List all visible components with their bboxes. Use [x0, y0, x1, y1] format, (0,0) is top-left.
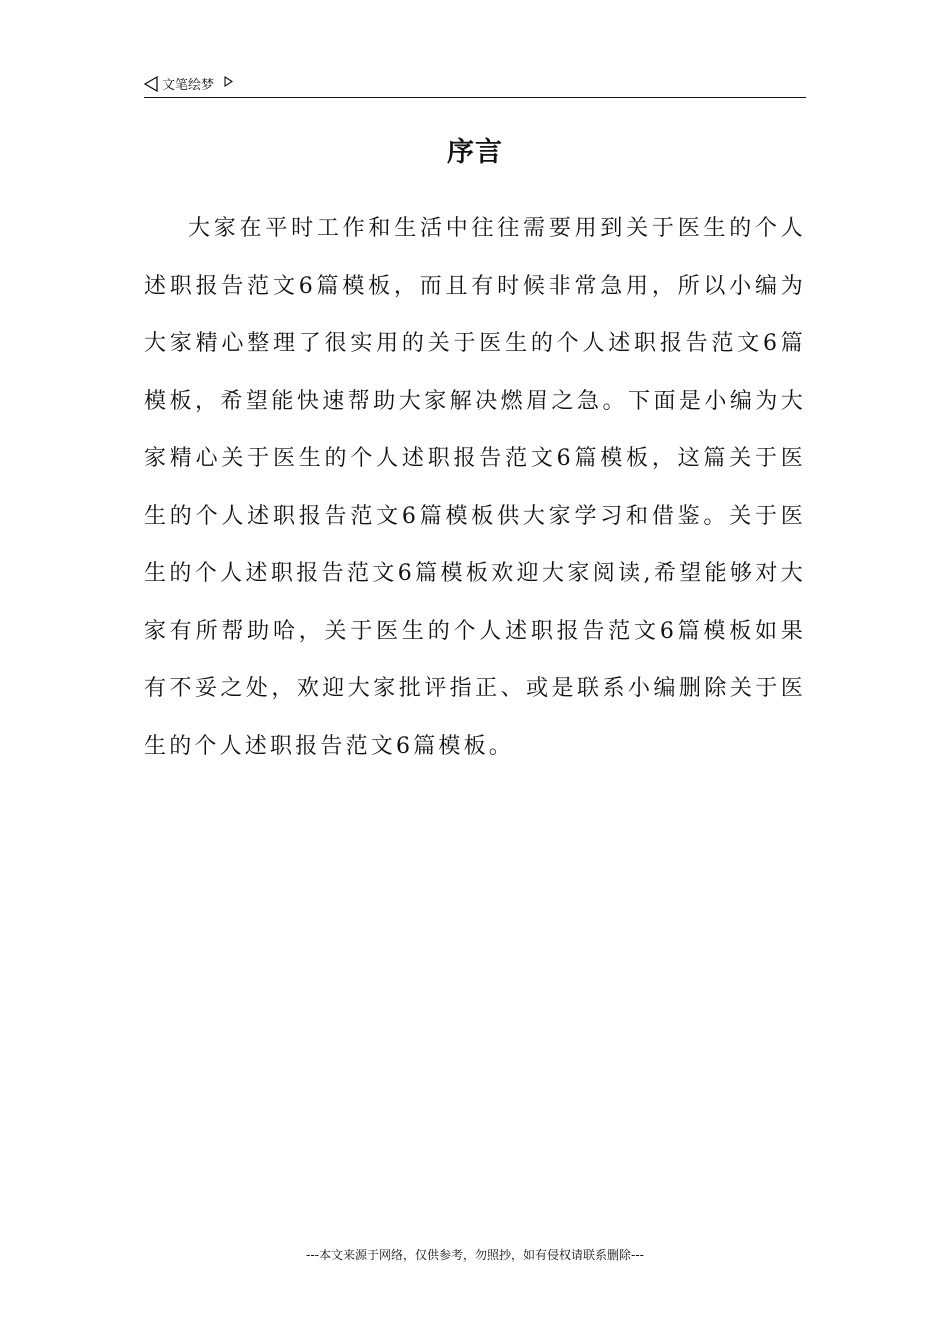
header-divider — [144, 97, 806, 98]
page-header — [144, 74, 806, 98]
page-footer: ---本文来源于网络，仅供参考，勿照抄，如有侵权请联系删除--- — [306, 1248, 644, 1262]
body-paragraph: 大家在平时工作和生活中往往需要用到关于医生的个人述职报告范文6篇模板，而且有时候非常急用，所以小编为大家精心整理了很实用的关于医生的个人述职报告范文6篇模板，希望能快速帮助大家解决燃眉之急。下面是小编为大家精心关于医生的个人述职报告范文6篇模板，这篇关于医生的个人述职报告范文6篇模板供大家学习和借鉴。关于医生的个人述职报告范文6篇模板欢迎大家阅读,希望能够对大家有所帮助哈，关于医生的个人述职报告范文6篇模板如果有不妥之处，欢迎大家批评指正、或是联系小编删除关于医生的个人述职报告范文6篇模板。 — [144, 216, 806, 759]
page-title: 序言 — [447, 137, 503, 168]
triangle-left-icon — [144, 76, 158, 92]
header-brand: 文笔绘梦 — [162, 78, 215, 93]
header-brand-group — [144, 74, 233, 93]
triangle-right-icon — [224, 76, 233, 87]
